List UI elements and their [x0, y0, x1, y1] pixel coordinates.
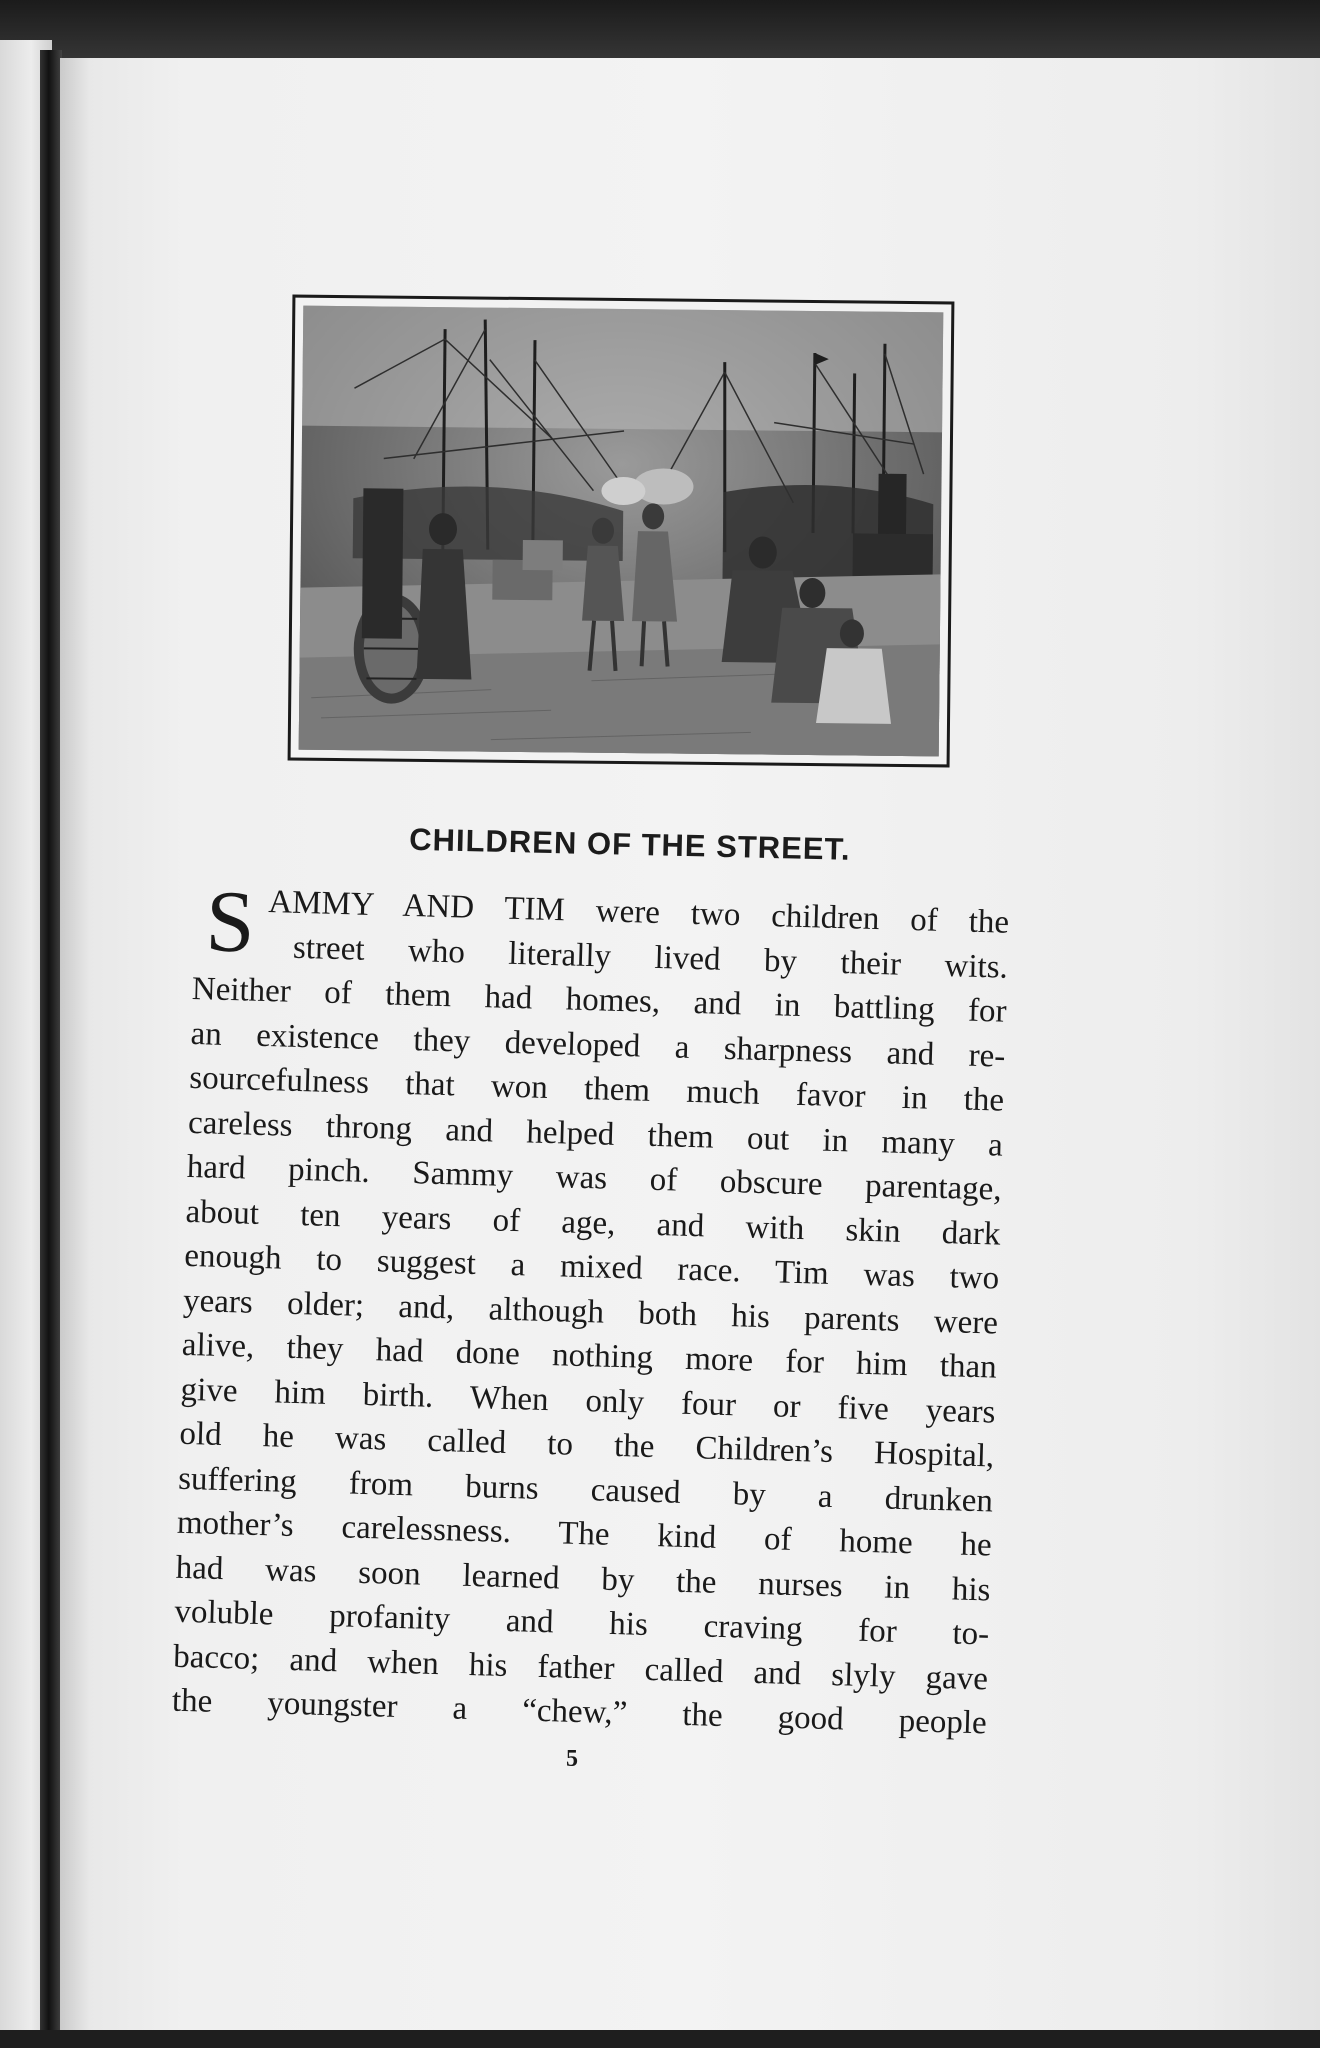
engraving-image: [291, 298, 952, 765]
harbor-scene-illustration: [288, 295, 955, 768]
text-line: Neither of them had homes, and in battling for: [191, 970, 1008, 1030]
text-line: years older; and, although both his parents were: [182, 1282, 999, 1342]
text-line: enough to suggest a mixed race. Tim was two: [183, 1237, 1000, 1297]
chapter-heading: CHILDREN OF THE STREET.: [408, 821, 852, 867]
page-number: 5: [566, 1746, 578, 1772]
scan-bottom-edge: [0, 2030, 1320, 2048]
text-line: mother’s carelessness. The kind of home he: [176, 1504, 993, 1564]
text-line: give him birth. When only four or five years: [180, 1371, 996, 1431]
text-line: had was soon learned by the nurses in his: [175, 1549, 991, 1608]
text-line: hard pinch. Sammy was of obscure parentage,: [186, 1148, 1003, 1208]
text-line: sourcefulness that won them much favor in the: [188, 1059, 1005, 1119]
text-line: voluble profanity and his craving for to-: [174, 1593, 990, 1653]
text-line: alive, they had done nothing more for him than: [181, 1326, 998, 1386]
text-line: careless throng and helped them out in many a: [187, 1104, 1004, 1164]
text-line: suffering from burns caused by a drunken: [177, 1460, 994, 1520]
drop-cap: S: [204, 873, 257, 972]
text-line: about ten years of age, and with skin dark: [185, 1193, 1001, 1253]
page-shadow: [60, 58, 90, 2030]
body-text: [171, 873, 1010, 1746]
text-line: bacco; and when his father called and slyly gave: [172, 1638, 989, 1697]
text-line: street who literally lived by their wits.: [292, 929, 1009, 986]
text-line: an existence they developed a sharpness and re-: [190, 1015, 1006, 1075]
text-line: the youngster a “chew,” the good people: [171, 1682, 988, 1742]
book-gutter: [40, 50, 62, 2030]
text-line: old he was called to the Children’s Hospital,: [178, 1415, 995, 1475]
text-line: AMMY AND TIM were two children of the: [267, 884, 1010, 941]
